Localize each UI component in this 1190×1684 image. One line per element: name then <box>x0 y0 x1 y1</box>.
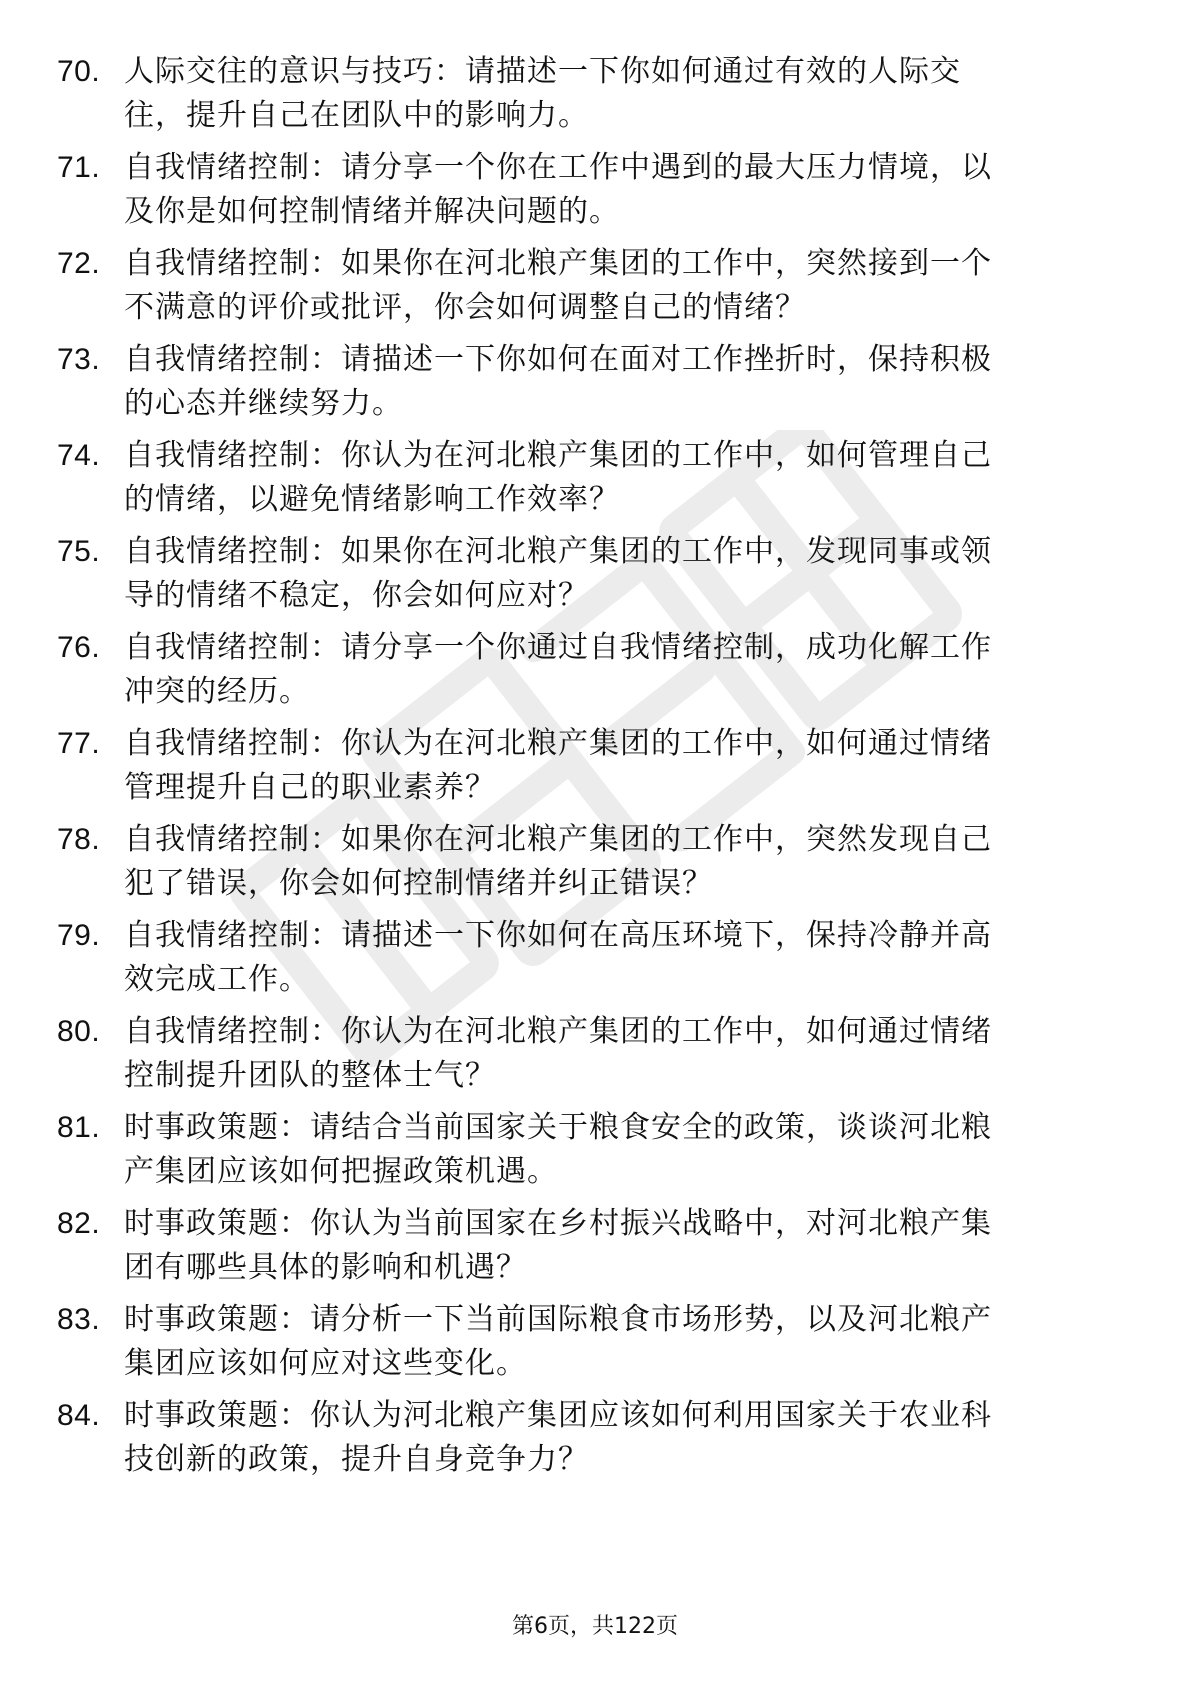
question-item <box>57 626 1097 722</box>
question-text: 时事政策题：请结合当前国家关于粮食安全的政策，谈谈河北粮 产集团应该如何把握政策机遇。 <box>124 1110 992 1189</box>
question-text: 自我情绪控制：你认为在河北粮产集团的工作中，如何通过情绪 控制提升团队的整体士气？ <box>124 1014 992 1093</box>
question-number: 81. <box>57 1111 101 1144</box>
question-item <box>57 146 1097 242</box>
question-item <box>57 50 1097 146</box>
question-item <box>57 242 1097 338</box>
question-text: 时事政策题：你认为河北粮产集团应该如何利用国家关于农业科 技创新的政策，提升自身竞争力？ <box>124 1398 992 1477</box>
question-item <box>57 1298 1097 1394</box>
question-text: 自我情绪控制：如果你在河北粮产集团的工作中，突然接到一个 不满意的评价或批评，你会如何调整自己的情绪？ <box>124 246 992 325</box>
question-text: 时事政策题：你认为当前国家在乡村振兴战略中，对河北粮产集 团有哪些具体的影响和机遇？ <box>124 1206 992 1285</box>
question-text: 自我情绪控制：请分享一个你通过自我情绪控制，成功化解工作 冲突的经历。 <box>124 630 992 709</box>
question-text: 时事政策题：请分析一下当前国际粮食市场形势，以及河北粮产 集团应该如何应对这些变化。 <box>124 1302 992 1381</box>
question-item <box>57 530 1097 626</box>
question-item <box>57 1010 1097 1106</box>
question-text: 人际交往的意识与技巧：请描述一下你如何通过有效的人际交 往，提升自己在团队中的影响力。 <box>124 54 961 133</box>
question-number: 78. <box>57 823 101 856</box>
question-number: 73. <box>57 343 101 376</box>
question-text: 自我情绪控制：你认为在河北粮产集团的工作中，如何管理自己 的情绪，以避免情绪影响工作效率？ <box>124 438 992 517</box>
page-footer <box>0 1612 1190 1642</box>
question-item <box>57 914 1097 1010</box>
question-text: 自我情绪控制：请描述一下你如何在高压环境下，保持冷静并高 效完成工作。 <box>124 918 992 997</box>
question-number: 71. <box>57 151 101 184</box>
question-number: 80. <box>57 1015 101 1048</box>
question-item <box>57 1202 1097 1298</box>
question-item <box>57 1106 1097 1202</box>
question-number: 76. <box>57 631 101 664</box>
question-number: 74. <box>57 439 101 472</box>
question-item <box>57 1394 1097 1490</box>
question-item <box>57 818 1097 914</box>
question-text: 自我情绪控制：如果你在河北粮产集团的工作中，发现同事或领 导的情绪不稳定，你会如何应对？ <box>124 534 992 613</box>
page-number-label: 第6页，共122页 <box>512 1614 678 1639</box>
question-number: 70. <box>57 55 101 88</box>
question-number: 84. <box>57 1399 101 1432</box>
question-number: 79. <box>57 919 101 952</box>
question-item <box>57 434 1097 530</box>
question-number: 83. <box>57 1303 101 1336</box>
question-text: 自我情绪控制：请分享一个你在工作中遇到的最大压力情境，以 及你是如何控制情绪并解决问题的。 <box>124 150 992 229</box>
question-text: 自我情绪控制：如果你在河北粮产集团的工作中，突然发现自己 犯了错误，你会如何控制情绪并纠正错误？ <box>124 822 992 901</box>
question-number: 75. <box>57 535 101 568</box>
question-text: 自我情绪控制：请描述一下你如何在面对工作挫折时，保持积极 的心态并继续努力。 <box>124 342 992 421</box>
question-number: 77. <box>57 727 101 760</box>
question-number: 72. <box>57 247 101 280</box>
question-number: 82. <box>57 1207 101 1240</box>
question-item <box>57 722 1097 818</box>
question-item <box>57 338 1097 434</box>
question-text: 自我情绪控制：你认为在河北粮产集团的工作中，如何通过情绪 管理提升自己的职业素养？ <box>124 726 992 805</box>
